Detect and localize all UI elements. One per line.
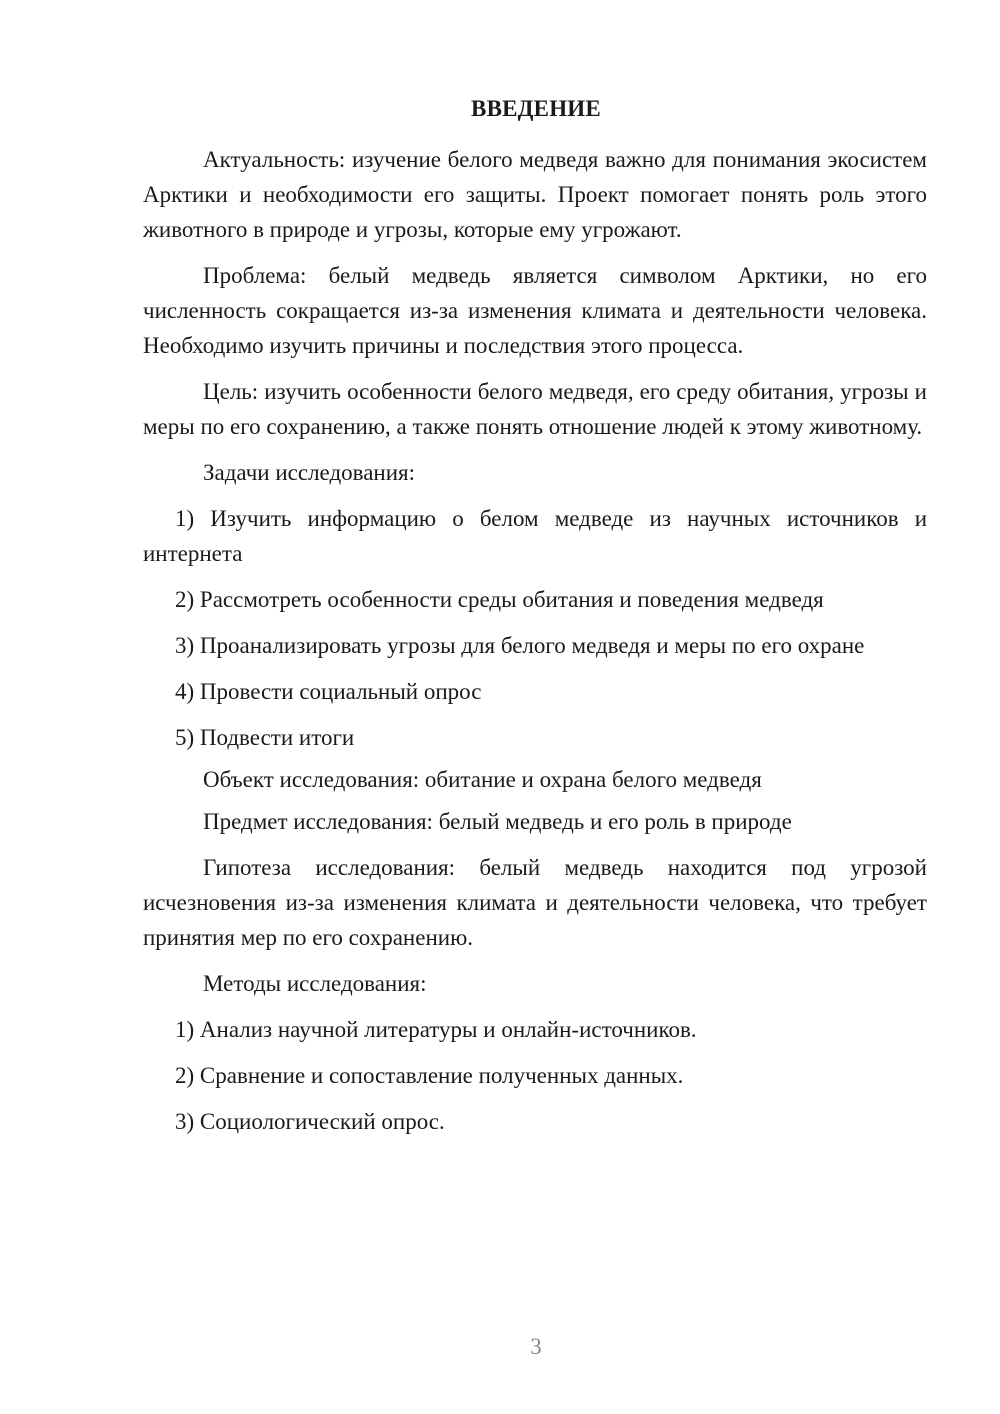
task-item-4: 4) Провести социальный опрос: [175, 679, 482, 704]
task-item-3: 3) Проанализировать угрозы для белого медведя и меры по его охране: [175, 633, 865, 658]
paragraph-object: Объект исследования: обитание и охрана белого медведя: [203, 767, 762, 792]
document-body: [143, 142, 927, 1150]
section-title: ВВЕДЕНИЕ: [471, 96, 601, 121]
task-item-2: 2) Рассмотреть особенности среды обитания и поведения медведя: [175, 587, 824, 612]
paragraph-hypothesis: Гипотеза исследования: белый медведь находится под угрозой исчезновения из-за изменения климата и деятельности человека, что требует принятия мер по его сохранению.: [143, 855, 927, 950]
method-item-3: 3) Социологический опрос.: [175, 1109, 445, 1134]
paragraph-subject: Предмет исследования: белый медведь и его роль в природе: [203, 809, 792, 834]
page-number: 3: [530, 1334, 542, 1359]
method-item-2: 2) Сравнение и сопоставление полученных данных.: [175, 1063, 684, 1088]
paragraph-problem: Проблема: белый медведь является символом Арктики, но его численность сокращается из-за изменения климата и деятельности человека. Необходимо изучить причины и последствия этого процесса.: [143, 263, 927, 358]
paragraph-tasks-heading: Задачи исследования:: [203, 460, 416, 485]
paragraph-goal: Цель: изучить особенности белого медведя, его среду обитания, угрозы и меры по его сохранению, а также понять отношение людей к этому животному.: [143, 379, 927, 439]
paragraph-relevance: Актуальность: изучение белого медведя важно для понимания экосистем Арктики и необходимости его защиты. Проект помогает понять роль этого животного в природе и угрозы, которые ему угрожают.: [143, 147, 927, 242]
task-item-1: 1) Изучить информацию о белом медведе из научных источников и интернета: [143, 506, 927, 566]
paragraph-methods-heading: Методы исследования:: [203, 971, 427, 996]
task-item-5: 5) Подвести итоги: [175, 725, 355, 750]
method-item-1: 1) Анализ научной литературы и онлайн-источников.: [175, 1017, 697, 1042]
